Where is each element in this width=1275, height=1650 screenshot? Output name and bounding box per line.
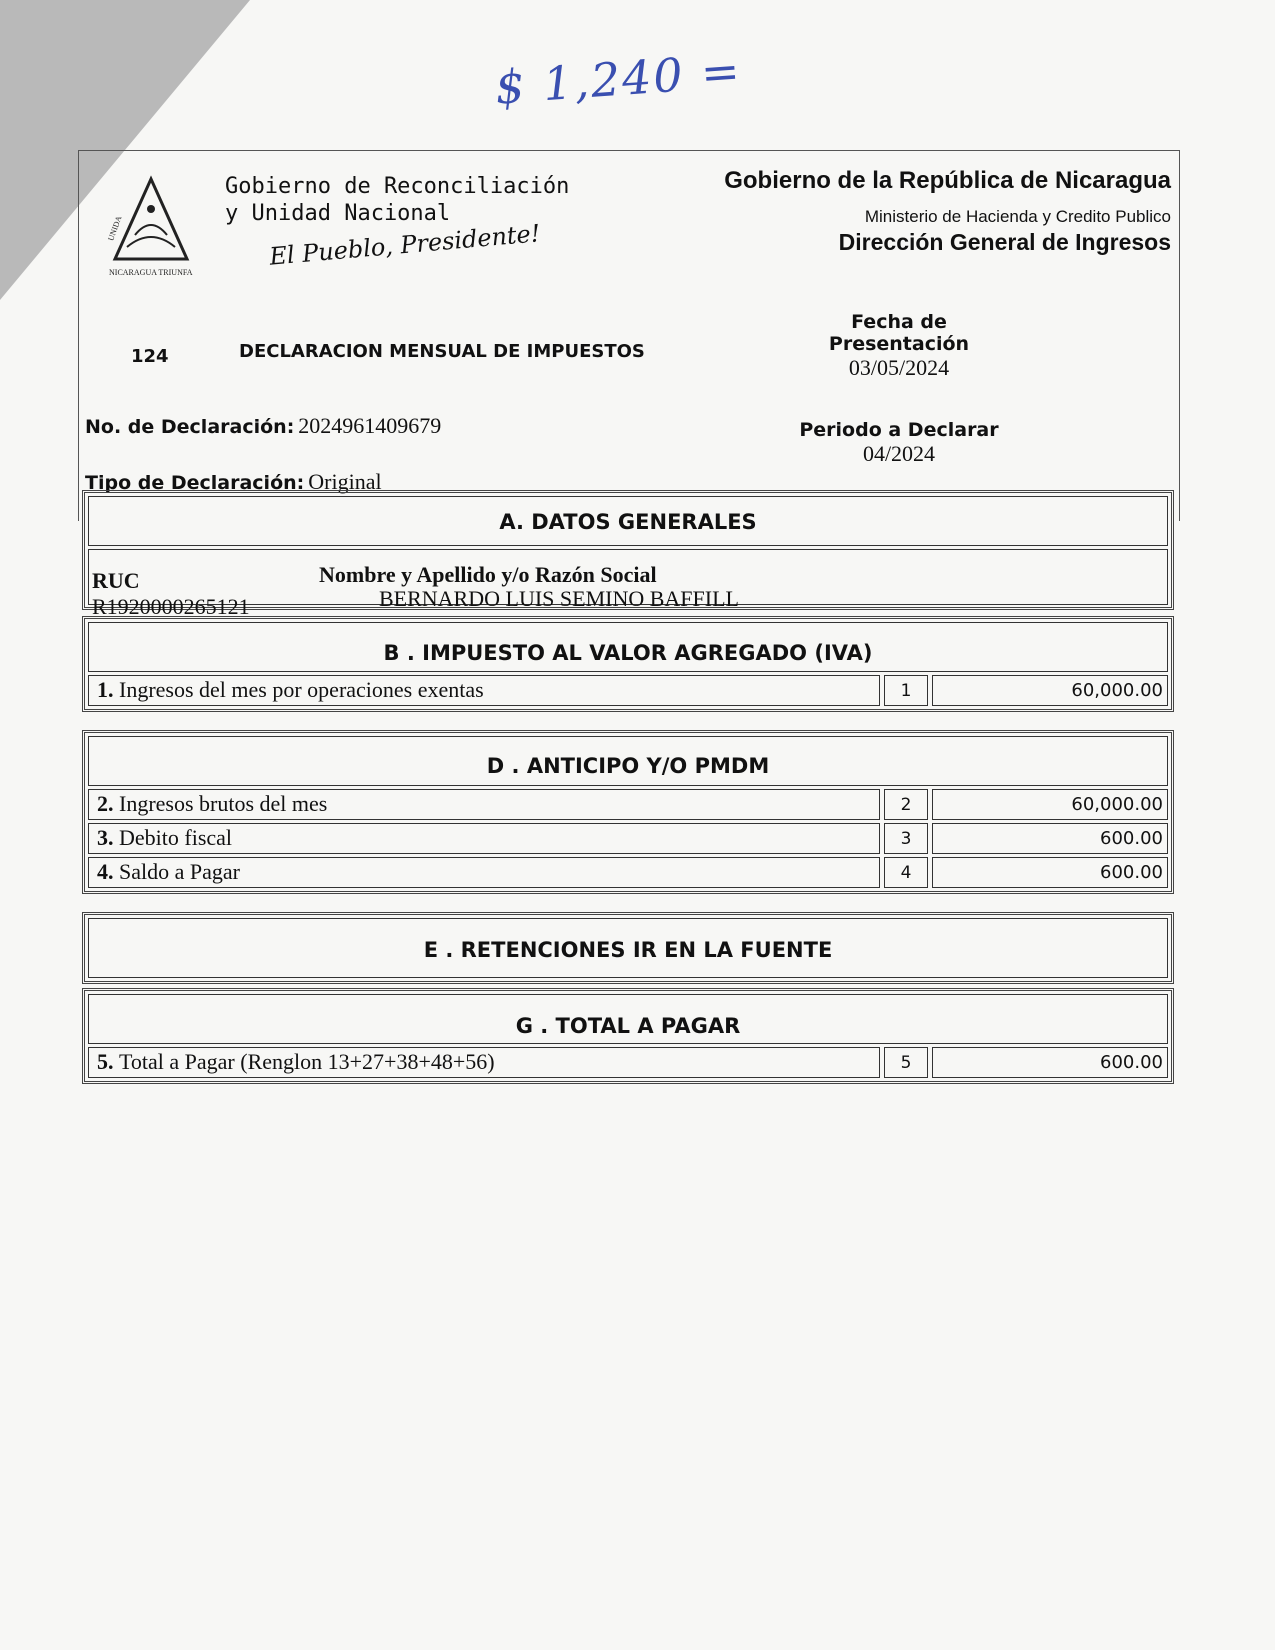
row-line-number: 5 — [884, 1047, 928, 1078]
section-retenciones — [82, 912, 1174, 984]
declaration-number — [85, 413, 441, 439]
table-row — [88, 823, 1168, 854]
slogan: El Pueblo, Presidente! — [268, 219, 542, 271]
fecha-presentacion — [779, 311, 1019, 381]
anticipo-heading: D . ANTICIPO Y/O PMDM — [88, 736, 1168, 786]
gov-left-line1: Gobierno de Reconciliación — [225, 174, 570, 199]
gov-left-line2: y Unidad Nacional — [225, 201, 451, 226]
name-label: Nombre y Apellido y/o Razón Social — [319, 562, 657, 587]
periodo-label: Periodo a Declarar — [799, 419, 999, 441]
row-amount: 60,000.00 — [932, 675, 1168, 706]
row-description: 5. Total a Pagar (Renglon 13+27+38+48+56) — [88, 1047, 880, 1078]
tipo-value: Original — [308, 469, 382, 494]
fecha-label: Fecha de Presentación — [828, 311, 970, 355]
section-iva — [82, 616, 1174, 712]
total-heading: G . TOTAL A PAGAR — [88, 994, 1168, 1044]
iva-heading: B . IMPUESTO AL VALOR AGREGADO (IVA) — [88, 622, 1168, 672]
decl-value: 2024961409679 — [298, 413, 442, 438]
periodo-value: 04/2024 — [862, 441, 936, 466]
form-title: DECLARACION MENSUAL DE IMPUESTOS — [239, 341, 645, 362]
row-description: 2. Ingresos brutos del mes — [88, 789, 880, 820]
row-amount: 60,000.00 — [932, 789, 1168, 820]
row-description: 3. Debito fiscal — [88, 823, 880, 854]
periodo-declarar — [779, 419, 1019, 467]
table-row — [88, 857, 1168, 888]
table-row — [88, 789, 1168, 820]
gov-left-title — [225, 173, 569, 227]
row-line-number: 3 — [884, 823, 928, 854]
republic-title: Gobierno de la República de Nicaragua — [724, 167, 1171, 194]
svg-text:NICARAGUA TRIUNFA: NICARAGUA TRIUNFA — [109, 268, 193, 277]
section-datos-generales — [82, 490, 1174, 619]
row-description: 1. Ingresos del mes por operaciones exentas — [88, 675, 880, 706]
row-amount: 600.00 — [932, 857, 1168, 888]
table-row — [88, 1047, 1168, 1078]
row-line-number: 1 — [884, 675, 928, 706]
row-description: 4. Saldo a Pagar — [88, 857, 880, 888]
tipo-label: Tipo de Declaración: — [85, 472, 305, 494]
gov-right-title — [724, 167, 1171, 256]
section-anticipo — [82, 730, 1174, 894]
fecha-value: 03/05/2024 — [848, 355, 950, 380]
ministry-name: Ministerio de Hacienda y Credito Publico — [864, 207, 1171, 226]
svg-text:UNIDA: UNIDA — [106, 214, 124, 243]
form-number: 124 — [131, 346, 169, 367]
retenciones-heading: E . RETENCIONES IR EN LA FUENTE — [88, 918, 1168, 978]
table-row — [88, 675, 1168, 706]
declaration-sheet — [78, 150, 1178, 1100]
header-frame — [78, 150, 1180, 521]
datos-heading: A. DATOS GENERALES — [88, 496, 1168, 546]
ruc-value: R1920000265121 — [92, 594, 250, 619]
ruc-label: RUC — [92, 568, 140, 593]
name-value: BERNARDO LUIS SEMINO BAFFILL — [379, 586, 739, 611]
row-line-number: 4 — [884, 857, 928, 888]
decl-label: No. de Declaración: — [85, 416, 295, 438]
row-line-number: 2 — [884, 789, 928, 820]
ruc-name-box — [88, 549, 1168, 619]
government-logo — [105, 175, 197, 283]
row-amount: 600.00 — [932, 1047, 1168, 1078]
direction-name: Dirección General de Ingresos — [838, 229, 1171, 255]
row-amount: 600.00 — [932, 823, 1168, 854]
section-total — [82, 988, 1174, 1084]
handwritten-amount: $ 1,240 = — [493, 43, 744, 115]
